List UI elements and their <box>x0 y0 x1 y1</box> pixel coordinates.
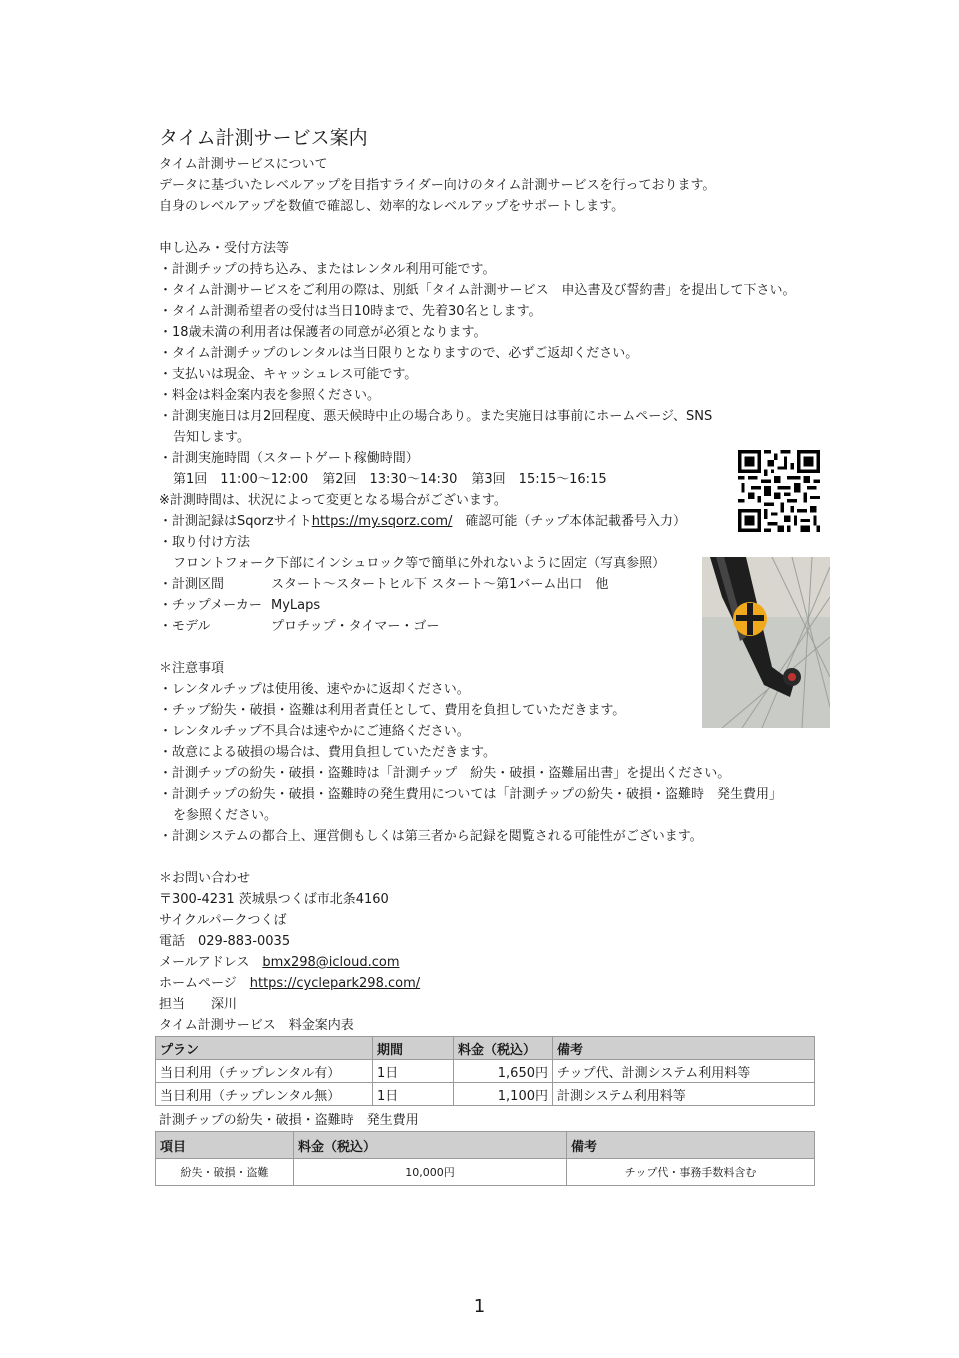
time-note: ※計測時間は、状況によって変更となる場合がございます。 <box>159 493 507 508</box>
remarks-cell: チップ代・事務手数料含む <box>567 1159 815 1186</box>
note-item: ・計測チップの紛失・破損・盗難時は「計測チップ 紛失・破損・盗難届出書」を提出ください。 <box>159 766 731 781</box>
apply-item: ・支払いは現金、キャッシュレス可能です。 <box>159 367 418 382</box>
apply-item: ・タイム計測チップのレンタルは当日限りとなりますので、必ずご返却ください。 <box>159 346 639 361</box>
mail-link[interactable]: bmx298@icloud.com <box>262 955 400 970</box>
model-value: プロチップ・タイマー・ゴー <box>271 619 440 634</box>
section-value: スタート〜スタートヒル下 スタート〜第1バーム出口 他 <box>271 577 609 592</box>
header-cell: 備考 <box>567 1132 815 1159</box>
apply-item: ・計測実施日は月2回程度、悪天候時中止の場合あり。また実施日は事前にホームページ、SNS <box>159 409 713 424</box>
apply-item: ・タイム計測希望者の受付は当日10時まで、先着30名とします。 <box>159 304 542 319</box>
fee-table-header <box>156 1037 815 1060</box>
record-suffix: 確認可能（チップ本体記載番号入力） <box>452 514 687 529</box>
note-item: ・計測チップの紛失・破損・盗難時の発生費用については「計測チップの紛失・破損・盗難時 発生費用」 <box>159 787 782 802</box>
price-cell: 1,650円 <box>454 1060 553 1083</box>
contact-address: 〒300-4231 茨城県つくば市北条4160 <box>159 892 389 907</box>
chip-mount-photo <box>702 557 830 728</box>
contact-phone: 電話 029-883-0035 <box>159 934 291 949</box>
time-heading: ・計測実施時間（スタートゲート稼働時間） <box>159 451 419 466</box>
page-number: 1 <box>473 1296 486 1317</box>
mail-label: メールアドレス <box>159 955 263 970</box>
section-label: ・計測区間 <box>159 577 225 592</box>
note-item: ・レンタルチップは使用後、速やかに返却ください。 <box>159 682 470 697</box>
loss-table <box>155 1131 815 1186</box>
table-row <box>156 1060 815 1083</box>
session-1: 第1回 11:00〜12:00 <box>173 472 309 487</box>
mount-heading: ・取り付け方法 <box>159 535 251 550</box>
remarks-cell: 計測システム利用料等 <box>553 1083 815 1106</box>
mount-text: フロントフォーク下部にインシュロック等で簡単に外れないように固定（写真参照） <box>173 556 666 571</box>
contact-web-row <box>159 973 849 994</box>
apply-item: ・18歳未満の利用者は保護者の同意が必須となります。 <box>159 325 487 340</box>
table-row <box>156 1083 815 1106</box>
price-cell: 10,000円 <box>294 1159 567 1186</box>
note-item: ・故意による破損の場合は、費用負担していただきます。 <box>159 745 496 760</box>
apply-item: ・料金は料金案内表を参照ください。 <box>159 388 381 403</box>
sqorz-link[interactable]: https://my.sqorz.com/ <box>311 514 453 529</box>
contact-heading: ＊お問い合わせ <box>159 871 251 886</box>
intro-heading: タイム計測サービスについて <box>159 157 328 172</box>
header-cell: 料金（税込） <box>294 1132 567 1159</box>
note-item: ・計測システムの都合上、運営側もしくは第三者から記録を閲覧される可能性がございます。 <box>159 829 703 844</box>
loss-table-caption: 計測チップの紛失・破損・盗難時 発生費用 <box>159 1113 419 1128</box>
apply-item: ・計測チップの持ち込み、またはレンタル利用可能です。 <box>159 262 496 277</box>
header-cell: 料金（税込） <box>454 1037 553 1060</box>
web-link[interactable]: https://cyclepark298.com/ <box>249 976 421 991</box>
note-item-continued: を参照ください。 <box>173 808 278 823</box>
fee-table-caption: タイム計測サービス 料金案内表 <box>159 1018 354 1033</box>
model-label: ・モデル <box>159 619 211 634</box>
qr-code-icon[interactable] <box>738 450 820 532</box>
price-cell: 1,100円 <box>454 1083 553 1106</box>
apply-item: ・タイム計測サービスをご利用の際は、別紙「タイム計測サービス 申込書及び誓約書」を提出して下さい。 <box>159 283 796 298</box>
page-title: タイム計測サービス案内 <box>159 127 368 149</box>
note-item: ・チップ紛失・破損・盗難は利用者責任として、費用を負担していただきます。 <box>159 703 626 718</box>
header-cell: 項目 <box>156 1132 294 1159</box>
header-cell: プラン <box>156 1037 373 1060</box>
intro-line-2: 自身のレベルアップを数値で確認し、効率的なレベルアップをサポートします。 <box>159 199 625 214</box>
loss-table-header <box>156 1132 815 1159</box>
period-cell: 1日 <box>373 1060 454 1083</box>
plan-cell: 当日利用（チップレンタル有） <box>156 1060 373 1083</box>
notes-heading: ＊注意事項 <box>159 661 225 676</box>
web-label: ホームページ <box>159 976 250 991</box>
fee-table <box>155 1036 815 1106</box>
contact-mail-row <box>159 952 849 973</box>
note-item: ・レンタルチップ不具合は速やかにご連絡ください。 <box>159 724 470 739</box>
maker-label: ・チップメーカー <box>159 598 262 613</box>
remarks-cell: チップ代、計測システム利用料等 <box>553 1060 815 1083</box>
header-cell: 期間 <box>373 1037 454 1060</box>
apply-item-continued: 告知します。 <box>173 430 250 445</box>
plan-cell: 当日利用（チップレンタル無） <box>156 1083 373 1106</box>
contact-org: サイクルパークつくば <box>159 913 287 928</box>
contact-staff: 担当 深川 <box>159 997 238 1012</box>
session-3: 第3回 15:15〜16:15 <box>471 472 607 487</box>
header-cell: 備考 <box>553 1037 815 1060</box>
period-cell: 1日 <box>373 1083 454 1106</box>
record-prefix: ・計測記録はSqorzサイト <box>159 514 312 529</box>
item-cell: 紛失・破損・盗難 <box>156 1159 294 1186</box>
maker-value: MyLaps <box>271 598 321 613</box>
session-2: 第2回 13:30〜14:30 <box>322 472 458 487</box>
table-row <box>156 1159 815 1186</box>
apply-heading: 申し込み・受付方法等 <box>159 241 290 256</box>
intro-line-1: データに基づいたレベルアップを目指すライダー向けのタイム計測サービスを行っております。 <box>159 178 716 193</box>
